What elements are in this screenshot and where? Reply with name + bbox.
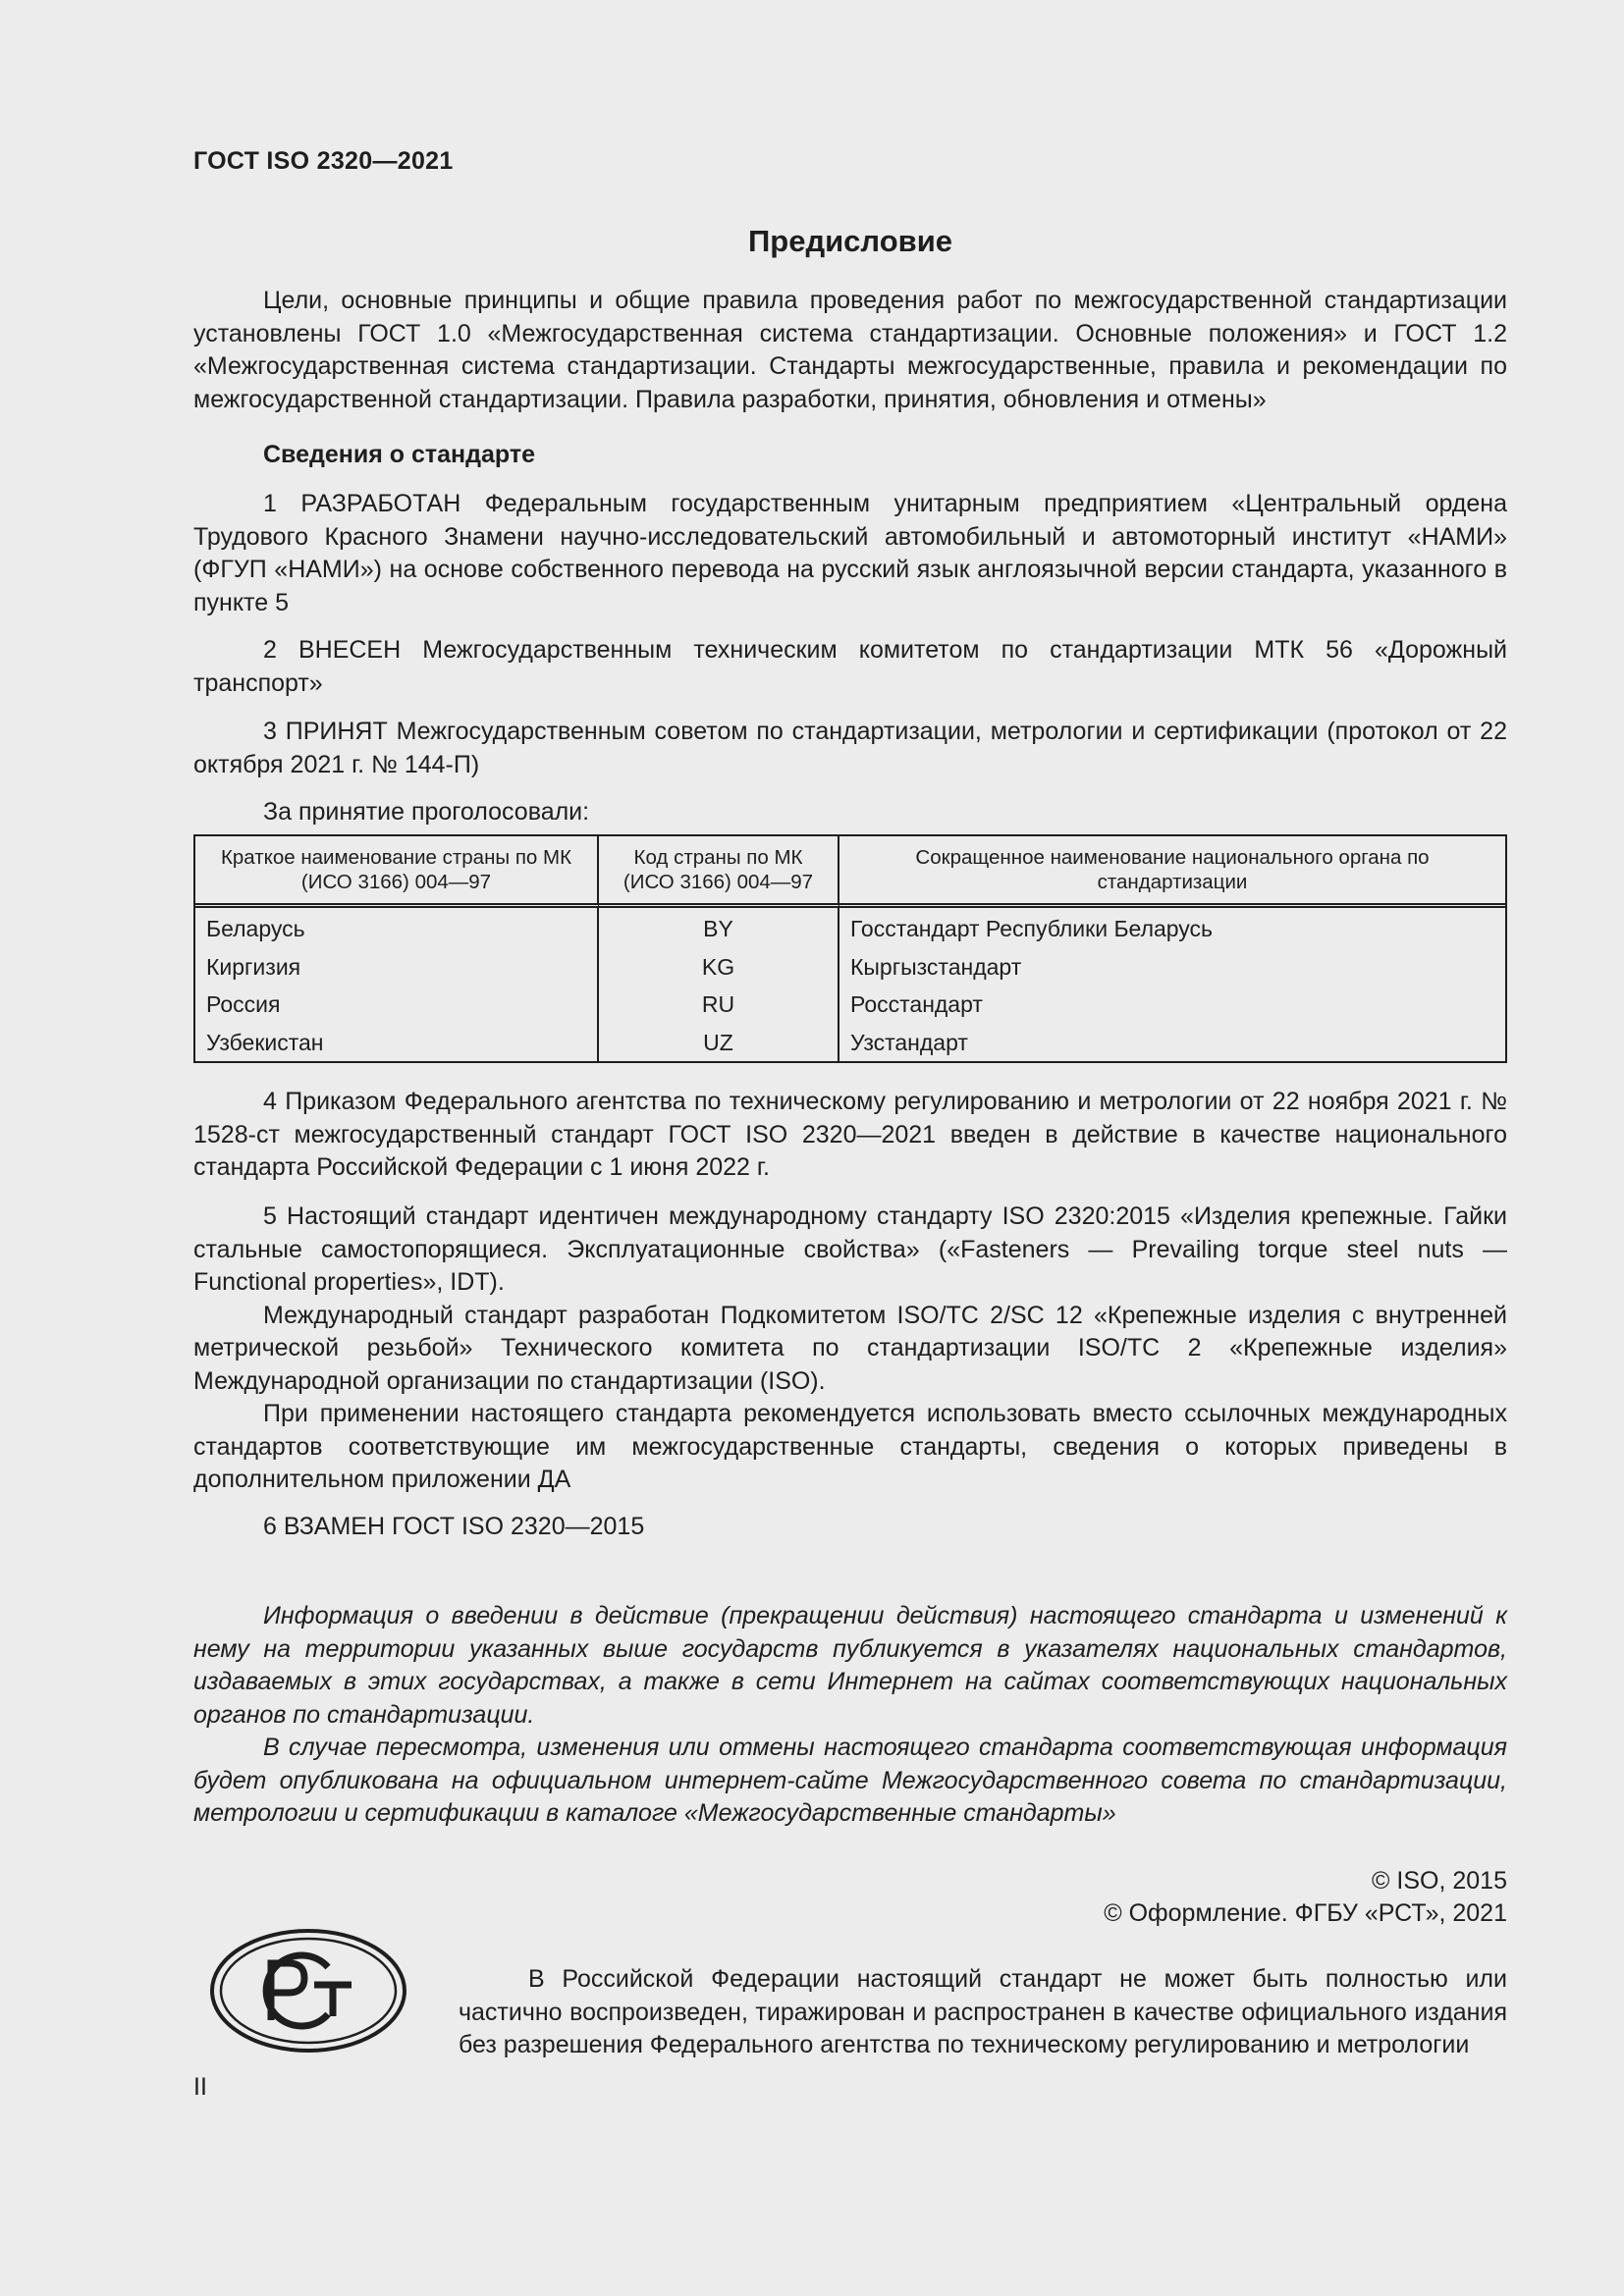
country-code: UZ bbox=[599, 1024, 839, 1062]
item-6-text: 6 ВЗАМЕН ГОСТ ISO 2320—2015 bbox=[263, 1513, 645, 1540]
country-code: RU bbox=[599, 986, 839, 1024]
info-notice-1: Информация о введении в действие (прекращении действия) настоящего стандарта и изменений к нему на территории указанных выше государств публикуется в указателях национальных стандартов, издаваемых в этих государствах, а также в сети Интернет на сайтах соответствующих национальных органов по стандартизации. bbox=[193, 1602, 1507, 1729]
country-code: BY bbox=[599, 908, 839, 948]
item-5 bbox=[193, 1201, 1507, 1497]
country-name: Россия bbox=[195, 986, 599, 1024]
country-name: Киргизия bbox=[195, 948, 599, 987]
voted-label: За принятие проголосовали: bbox=[263, 798, 590, 826]
agency-name: Росстандарт bbox=[850, 991, 983, 1018]
agency-name: Госстандарт Республики Беларусь bbox=[850, 916, 1214, 942]
item-5-text: 5 Настоящий стандарт идентичен международному стандарту ISO 2320:2015 «Изделия крепежные. Гайки стальные самостопорящиеся. Эксплуатационные свойства» («Fasteners — Prevailing torque steel nuts — Functional properties», IDT). bbox=[193, 1202, 1507, 1296]
item-1 bbox=[193, 488, 1507, 619]
table-header-row bbox=[195, 836, 1505, 908]
table-header-agency: Сокращенное наименование национального органа по стандартизации bbox=[839, 836, 1505, 908]
item-6 bbox=[193, 1511, 1507, 1544]
voting-table bbox=[193, 834, 1507, 1063]
item-1-text: 1 РАЗРАБОТАН Федеральным государственным унитарным предприятием «Центральный ордена Трудового Красного Знамени научно-исследовательский автомобильный и автомоторный институт «НАМИ» (ФГУП «НАМИ») на основе собственного перевода на русский язык англоязычной версии стандарта, указанного в пункте 5 bbox=[193, 490, 1507, 616]
voted-label-block bbox=[193, 796, 1507, 829]
subheading: Сведения о стандарте bbox=[263, 441, 536, 468]
copyright-block bbox=[1104, 1865, 1507, 1930]
item-4-text: 4 Приказом Федерального агентства по техническому регулированию и метрологии от 22 ноября 2021 г. № 1528-ст межгосударственный стандарт ГОСТ ISO 2320—2021 введен в действие в качестве национального стандарта Российской Федерации с 1 июня 2022 г. bbox=[193, 1088, 1507, 1181]
item-5-origin-text: Международный стандарт разработан Подкомитетом ISO/TC 2/SC 12 «Крепежные изделия с внутренней метрической резьбой» Технического комитета по стандартизации ISO/TC 2 «Крепежные изделия» Международной организации по стандартизации (ISO). bbox=[193, 1301, 1507, 1395]
table-header-country: Краткое наименование страны по МК (ИСО 3166) 004—97 bbox=[195, 836, 599, 908]
intro-section bbox=[193, 285, 1507, 416]
legal-notice bbox=[459, 1963, 1507, 2062]
table-row bbox=[195, 908, 1505, 948]
country-name: Узбекистан bbox=[195, 1024, 599, 1062]
agency-name: Кыргызстандарт bbox=[850, 953, 1022, 980]
document-header: ГОСТ ISO 2320—2021 bbox=[193, 147, 454, 175]
table-header-code: Код страны по МК (ИСО 3166) 004—97 bbox=[599, 836, 839, 908]
table-row bbox=[195, 1024, 1505, 1062]
intro-paragraph: Цели, основные принципы и общие правила проведения работ по межгосударственной стандартизации установлены ГОСТ 1.0 «Межгосударственная система стандартизации. Основные положения» и ГОСТ 1.2 «Межгосударственная система стандартизации. Стандарты межгосударственные, правила и рекомендации по межгосударственной стандартизации. Правила разработки, принятия, обновления и отмены» bbox=[193, 287, 1507, 413]
standard-info-section bbox=[193, 439, 1507, 472]
item-2 bbox=[193, 634, 1507, 700]
item-2-text: 2 ВНЕСЕН Межгосударственным техническим комитетом по стандартизации МТК 56 «Дорожный транспорт» bbox=[193, 636, 1507, 697]
item-4 bbox=[193, 1086, 1507, 1185]
copyright-iso: © ISO, 2015 bbox=[1372, 1867, 1507, 1895]
page-title: Предисловие bbox=[747, 224, 952, 258]
rst-logo bbox=[208, 1926, 408, 2060]
country-code: KG bbox=[599, 948, 839, 987]
page-number: II bbox=[193, 2073, 207, 2101]
table-row bbox=[195, 948, 1505, 987]
item-3-text: 3 ПРИНЯТ Межгосударственным советом по стандартизации, метрологии и сертификации (протокол от 22 октября 2021 г. № 144-П) bbox=[193, 718, 1507, 778]
legal-notice-text: В Российской Федерации настоящий стандарт не может быть полностью или частично воспроизведен, тиражирован и распространен в качестве официального издания без разрешения Федерального агентства по техническому регулированию и метрологии bbox=[459, 1965, 1507, 2058]
item-3 bbox=[193, 716, 1507, 781]
country-name: Беларусь bbox=[195, 908, 599, 948]
item-5-reference-text: При применении настоящего стандарта рекомендуется использовать вместо ссылочных международных стандартов соответствующие им межгосударственные стандарты, сведения о которых приведены в дополнительном приложении ДА bbox=[193, 1400, 1507, 1493]
copyright-rst: © Оформление. ФГБУ «РСТ», 2021 bbox=[1104, 1899, 1507, 1927]
info-notice bbox=[193, 1600, 1507, 1831]
rst-logo-icon bbox=[208, 1926, 408, 2056]
info-notice-2: В случае пересмотра, изменения или отмены настоящего стандарта соответствующая информация будет опубликована на официальном интернет-сайте Межгосударственного совета по стандартизации, метрологии и сертификации в каталоге «Межгосударственные стандарты» bbox=[193, 1734, 1507, 1827]
agency-name: Узстандарт bbox=[850, 1029, 968, 1055]
table-row bbox=[195, 986, 1505, 1024]
